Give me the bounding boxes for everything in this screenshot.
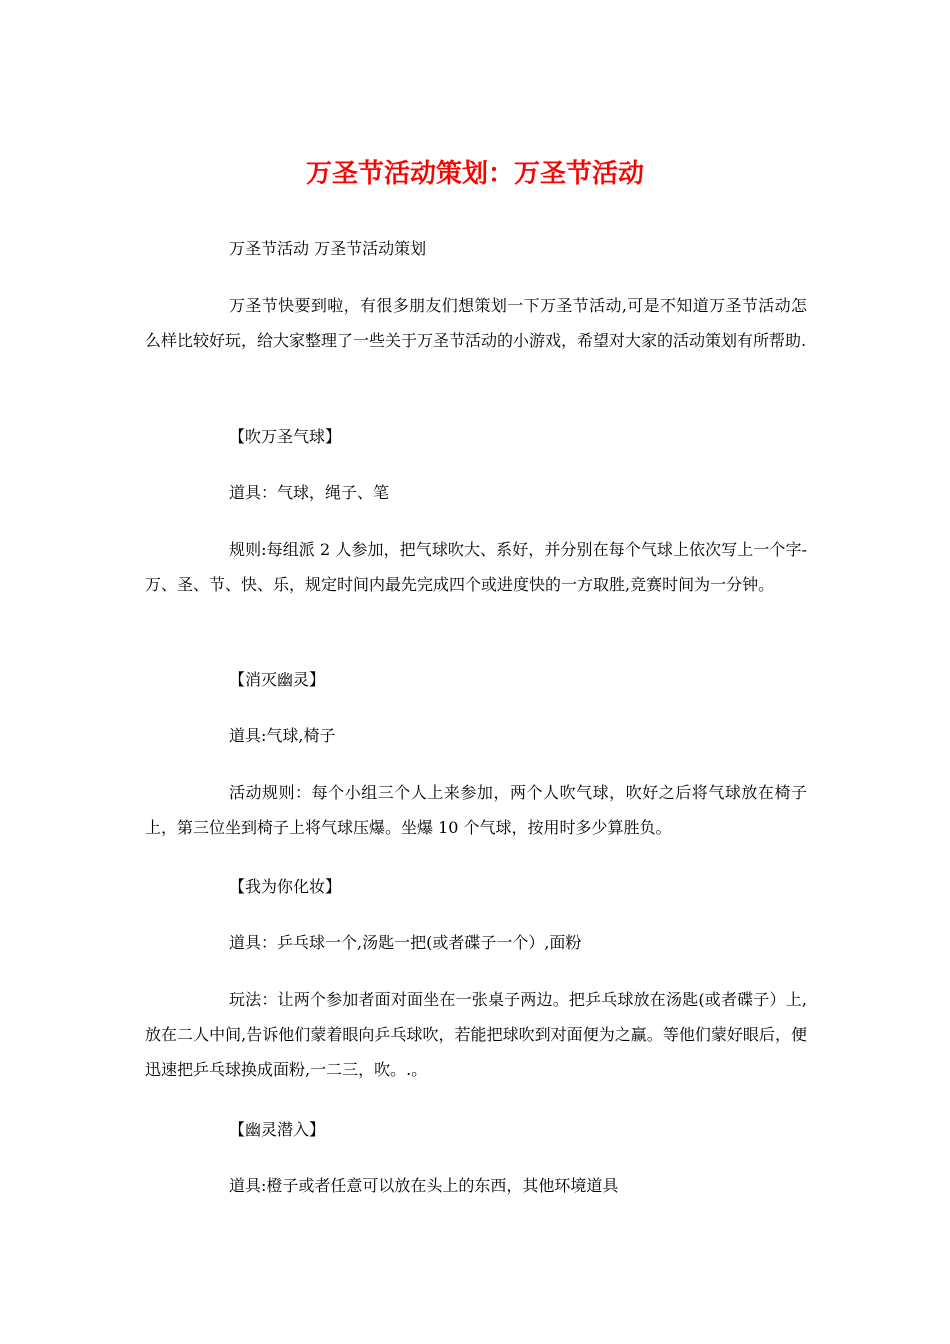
subtitle-line: 万圣节活动 万圣节活动策划 bbox=[229, 239, 427, 258]
section-heading-makeup: 【我为你化妆】 bbox=[229, 877, 342, 896]
rules-makeup: 玩法：让两个参加者面对面坐在一张桌子两边。把乒乓球放在汤匙(或者碟子）上,放在二人中间,告诉他们蒙着眼向乒乓球吹，若能把球吹到对面便为之赢。等他们蒙好眼后，便迅速把乒乓球换成面粉,一二三，吹。.。 bbox=[145, 990, 807, 1079]
section-heading-sneak: 【幽灵潜入】 bbox=[229, 1120, 326, 1139]
props-ghost: 道具:气球,椅子 bbox=[229, 726, 336, 745]
section-heading-ghost: 【消灭幽灵】 bbox=[229, 670, 326, 689]
rules-ghost: 活动规则：每个小组三个人上来参加，两个人吹气球，吹好之后将气球放在椅子上，第三位坐到椅子上将气球压爆。坐爆 10 个气球，按用时多少算胜负。 bbox=[145, 783, 807, 837]
section-heading-balloon: 【吹万圣气球】 bbox=[229, 427, 342, 446]
document-title: 万圣节活动策划：万圣节活动 bbox=[305, 159, 644, 189]
props-balloon: 道具：气球，绳子、笔 bbox=[229, 483, 390, 502]
props-makeup: 道具：乒乓球一个,汤匙一把(或者碟子一个）,面粉 bbox=[229, 933, 582, 952]
props-sneak: 道具:橙子或者任意可以放在头上的东西，其他环境道具 bbox=[229, 1176, 619, 1195]
rules-balloon: 规则:每组派 2 人参加，把气球吹大、系好，并分别在每个气球上依次写上一个字-万、圣、节、快、乐，规定时间内最先完成四个或进度快的一方取胜,竞赛时间为一分钟。 bbox=[145, 540, 807, 594]
intro-paragraph: 万圣节快要到啦，有很多朋友们想策划一下万圣节活动,可是不知道万圣节活动怎么样比较好玩，给大家整理了一些关于万圣节活动的小游戏，希望对大家的活动策划有所帮助. bbox=[145, 296, 807, 350]
